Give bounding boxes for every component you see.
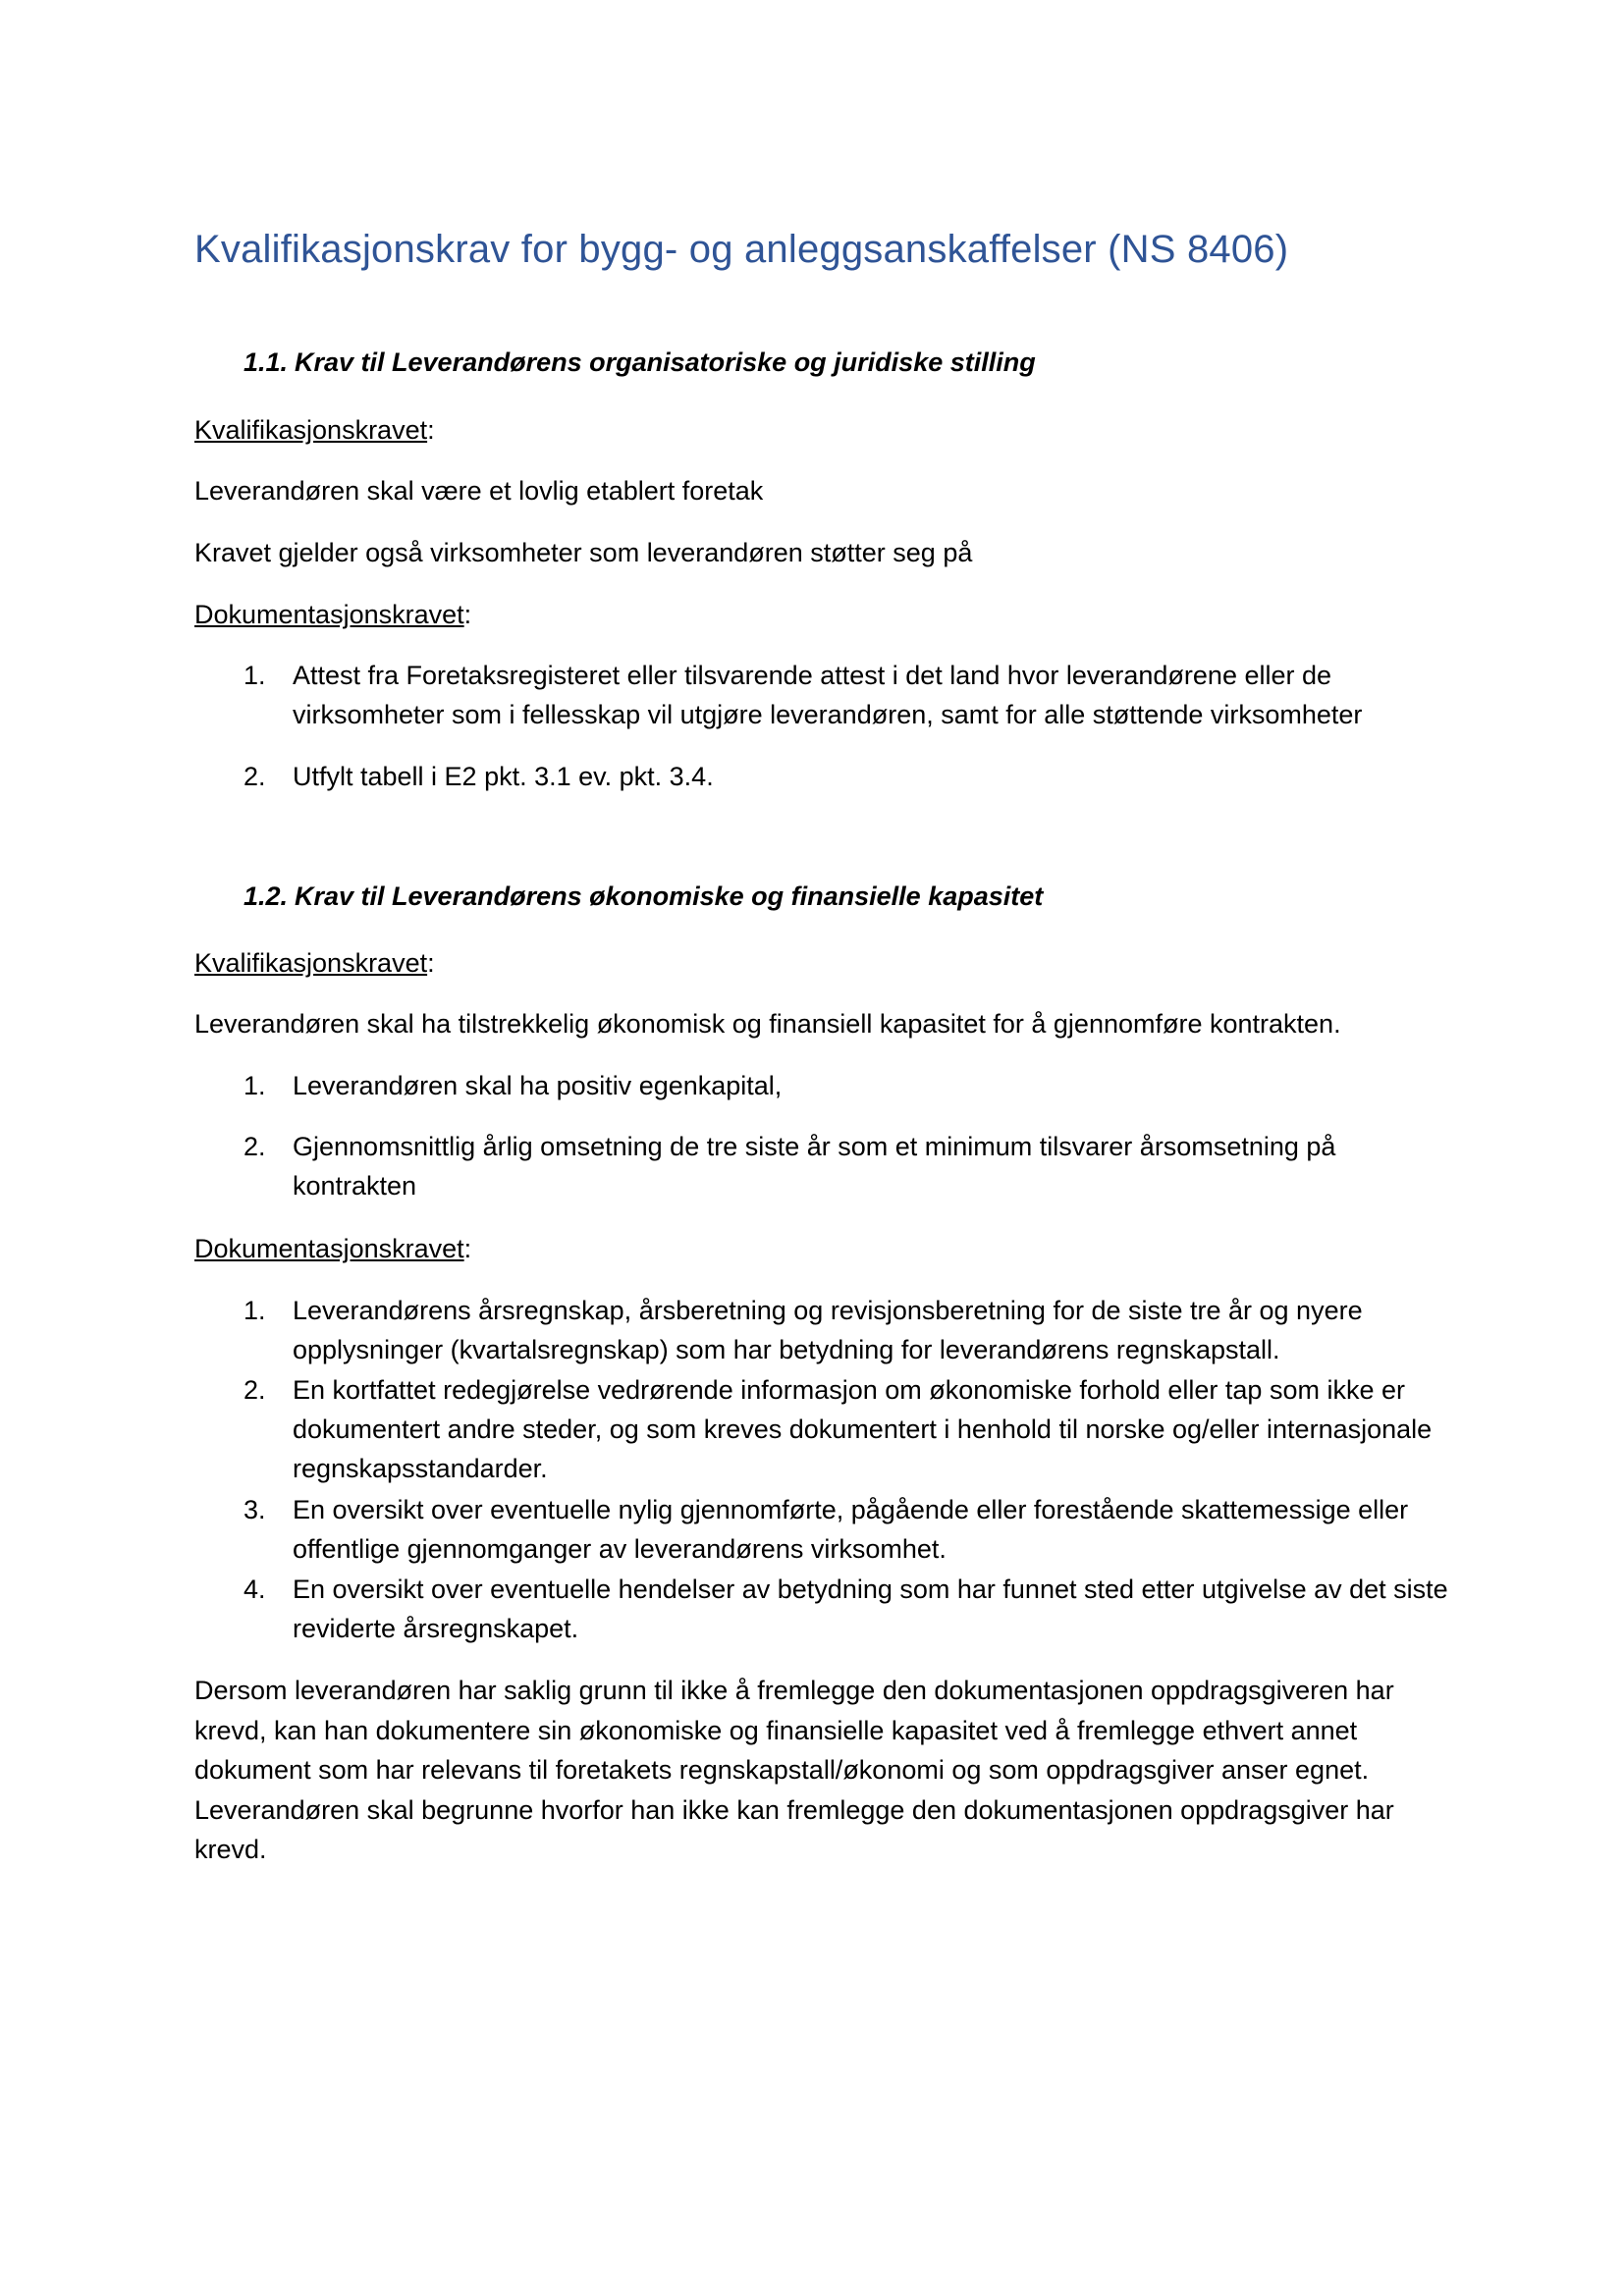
list-item [244,1370,1451,1488]
list-item [244,1490,1451,1569]
label-colon: : [427,948,435,978]
section-heading-1-2 [244,881,1043,912]
list-item [244,1066,1451,1105]
list-item [244,1127,1451,1205]
requirement-label [194,943,435,983]
requirement-line: Leverandøren skal være et lovlig etablert foretak [194,476,764,506]
list-marker: 2. [244,1132,266,1161]
list-item-text: En oversikt over eventuelle nylig gjennomførte, pågående eller forestående skattemessige eller offentlige gjennomganger av leverandørens virksomhet. [293,1495,1409,1564]
list-item-text: En kortfattet redegjørelse vedrørende informasjon om økonomiske forhold eller tap som ikke er dokumentert andre steder, og som kreves dokumentert i henhold til norske og/eller internasjonale regnskapsstandarder. [293,1375,1433,1483]
list-item-text: Attest fra Foretaksregisteret eller tilsvarende attest i det land hvor leverandørene eller de virksomheter som i fellesskap vil utgjøre leverandøren, samt for alle støttende virksomheter [293,661,1363,729]
documentation-label [194,595,471,634]
list-item [244,757,1451,796]
section-number: 1.2. [244,881,289,911]
closing-paragraph: Dersom leverandøren har saklig grunn til ikke å fremlegge den dokumentasjonen oppdragsgiveren har krevd, kan han dokumentere sin økonomiske og finansielle kapasitet ved å fremlegge ethvert annet dokument som har relevans til foretakets regnskapstall/økonomi og som oppdragsgiver anser egnet. Leverandøren skal begrunne hvorfor han ikke kan fremlegge den dokumentasjonen oppdragsgiver har krevd. [194,1676,1394,1864]
requirement-label-text: Kvalifikasjonskravet [194,415,428,445]
list-marker: 4. [244,1575,266,1604]
requirement-label [194,410,435,450]
documentation-label-text: Dokumentasjonskravet [194,600,464,629]
section-heading-1-1 [244,347,1036,378]
list-item [244,1291,1451,1369]
list-item-text: Utfylt tabell i E2 pkt. 3.1 ev. pkt. 3.4. [293,762,714,791]
list-marker: 1. [244,661,266,690]
list-item-text: En oversikt over eventuelle hendelser av betydning som har funnet sted etter utgivelse av det siste reviderte årsregnskapet. [293,1575,1448,1643]
requirement-label-text: Kvalifikasjonskravet [194,948,428,978]
documentation-label [194,1229,471,1268]
list-item [244,1570,1451,1648]
page-title: Kvalifikasjonskrav for bygg- og anleggsanskaffelser (NS 8406) [194,228,1289,271]
list-marker: 2. [244,1375,266,1405]
list-marker: 3. [244,1495,266,1524]
label-colon: : [427,415,435,445]
list-item-text: Leverandørens årsregnskap, årsberetning og revisjonsberetning for de siste tre år og nyere opplysninger (kvartalsregnskap) som har betydning for leverandørens regnskapstall. [293,1296,1363,1364]
section-heading-text: Krav til Leverandørens økonomiske og finansielle kapasitet [295,881,1044,911]
label-colon: : [463,600,472,629]
list-marker: 2. [244,762,266,791]
list-item-text: Gjennomsnittlig årlig omsetning de tre siste år som et minimum tilsvarer årsomsetning på kontrakten [293,1132,1336,1201]
section-heading-text: Krav til Leverandørens organisatoriske og juridiske stilling [295,347,1036,377]
list-item-text: Leverandøren skal ha positiv egenkapital, [293,1071,783,1100]
requirement-intro: Leverandøren skal ha tilstrekkelig økonomisk og finansiell kapasitet for å gjennomføre kontrakten. [194,1009,1341,1039]
requirement-line: Kravet gjelder også virksomheter som leverandøren støtter seg på [194,538,973,567]
section-number: 1.1. [244,347,289,377]
list-item [244,656,1451,734]
list-marker: 1. [244,1071,266,1100]
label-colon: : [463,1234,472,1263]
list-marker: 1. [244,1296,266,1325]
documentation-label-text: Dokumentasjonskravet [194,1234,464,1263]
